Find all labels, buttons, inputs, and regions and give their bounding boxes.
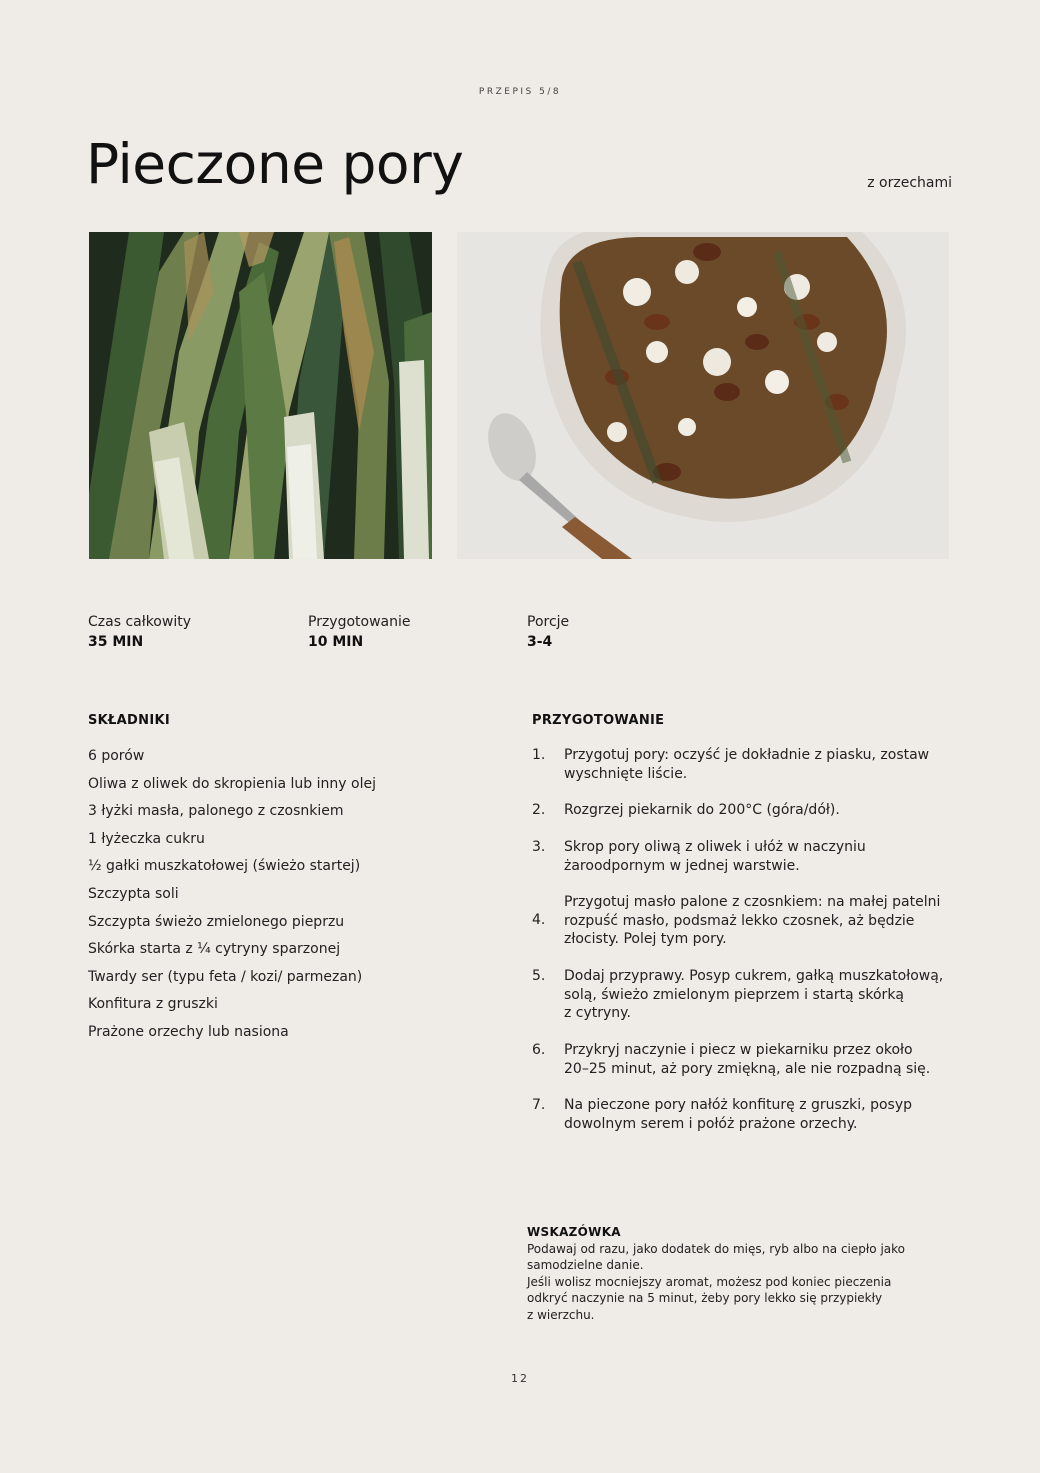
preparation-step <box>532 967 952 1023</box>
meta-prep-time <box>308 614 411 650</box>
tip-line: z wierzchu. <box>527 1307 595 1322</box>
tip-heading: WSKAZÓWKA <box>527 1225 621 1239</box>
preparation-step <box>532 893 952 949</box>
meta-label: Porcje <box>527 614 570 630</box>
step-line: Dodaj przyprawy. Posyp cukrem, gałką muszkatołową, <box>564 968 944 984</box>
step-line: złocisty. Polej tym pory. <box>564 931 727 947</box>
ingredient-item: Skórka starta z ¼ cytryny sparzonej <box>88 941 341 958</box>
tip-line: Jeśli wolisz mocniejszy aromat, możesz pod koniec pieczenia <box>527 1274 892 1289</box>
recipe-counter: PRZEPIS 5/8 <box>478 87 562 97</box>
ingredient-item: Szczypta świeżo zmielonego pieprzu <box>88 913 345 930</box>
meta-value: 10 MIN <box>308 634 364 650</box>
step-number: 2. <box>532 802 546 818</box>
step-line: Przygotuj masło palone z czosnkiem: na małej patelni <box>564 894 941 910</box>
meta-value: 35 MIN <box>88 634 144 650</box>
ingredient-item: Konfitura z gruszki <box>88 996 218 1013</box>
ingredient-item: ½ gałki muszkatołowej (świeżo startej) <box>88 858 361 875</box>
meta-total-time <box>88 614 191 650</box>
preparation-step <box>532 746 952 783</box>
ingredient-item: 6 porów <box>88 748 145 764</box>
step-number: 3. <box>532 839 546 855</box>
ingredient-item: Szczypta soli <box>88 885 179 902</box>
step-line: solą, świeżo zmielonym pieprzem i startą skórką <box>564 986 904 1003</box>
ingredients-list <box>88 746 376 1050</box>
tip-box <box>527 1224 927 1323</box>
step-number: 6. <box>532 1042 546 1058</box>
tip-line: samodzielne danie. <box>527 1258 644 1272</box>
ingredient-item: 1 łyżeczka cukru <box>88 830 205 847</box>
meta-label: Przygotowanie <box>308 614 411 630</box>
page-title: Pieczone pory <box>86 132 464 196</box>
step-line: Przygotuj pory: oczyść je dokładnie z piasku, zostaw <box>564 747 930 763</box>
leeks-photo <box>89 232 432 559</box>
preparation-step <box>532 838 952 875</box>
preparation-step <box>532 1041 952 1078</box>
step-number: 7. <box>532 1097 546 1113</box>
tip-line: Podawaj od razu, jako dodatek do mięs, ryb albo na ciepło jako <box>527 1241 905 1256</box>
preparation-step <box>532 801 952 820</box>
preparation-heading: PRZYGOTOWANIE <box>532 713 665 728</box>
step-number: 1. <box>532 747 546 763</box>
tip-line: odkryć naczynie na 5 minut, żeby pory lekko się przypiekły <box>527 1291 883 1305</box>
step-number: 5. <box>532 968 546 984</box>
ingredient-item: 3 łyżki masła, palonego z czosnkiem <box>88 803 344 820</box>
meta-value: 3-4 <box>527 634 553 650</box>
step-line: dowolnym serem i połóż prażone orzechy. <box>564 1115 858 1132</box>
step-line: Rozgrzej piekarnik do 200°C (góra/dół). <box>564 802 840 818</box>
ingredient-item: Prażone orzechy lub nasiona <box>88 1023 289 1040</box>
step-number: 4. <box>532 912 546 928</box>
preparation-step <box>532 1096 952 1133</box>
roasted-leeks-dish-photo <box>457 232 949 559</box>
step-line: Na pieczone pory nałóż konfiturę z gruszki, posyp <box>564 1097 912 1113</box>
ingredients-heading: SKŁADNIKI <box>88 713 170 728</box>
step-line: Skrop pory oliwą z oliwek i ułóż w naczyniu <box>564 839 866 855</box>
meta-label: Czas całkowity <box>88 614 191 630</box>
ingredient-item: Twardy ser (typu feta / kozi/ parmezan) <box>88 968 363 985</box>
page-number: 12 <box>511 1372 529 1385</box>
ingredient-item: Oliwa z oliwek do skropienia lub inny olej <box>88 775 376 792</box>
step-line: wyschnięte liście. <box>564 765 688 782</box>
page-subtitle: z orzechami <box>867 175 952 191</box>
meta-servings <box>527 614 569 650</box>
step-line: z cytryny. <box>564 1005 631 1021</box>
step-line: rozpuść masło, podsmaż lekko czosnek, aż będzie <box>564 912 915 929</box>
step-line: Przykryj naczynie i piecz w piekarniku przez około <box>564 1042 913 1058</box>
step-line: żaroodpornym w jednej warstwie. <box>564 857 800 874</box>
step-line: 20–25 minut, aż pory zmiękną, ale nie rozpadną się. <box>564 1060 931 1077</box>
